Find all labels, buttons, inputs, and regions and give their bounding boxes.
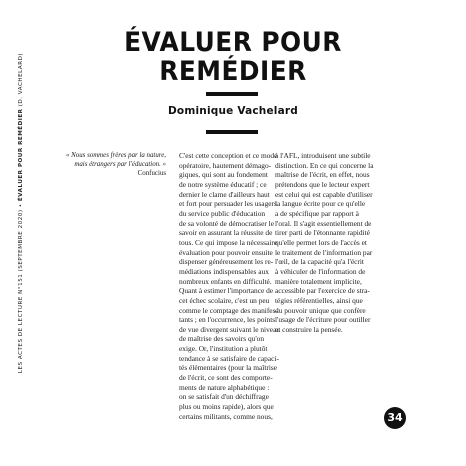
article-title — [118, 28, 348, 86]
body-text-line: tés élémentaires (pour la maîtrise — [179, 363, 278, 373]
body-text-line: et construire la pensée. — [275, 324, 343, 334]
page-number-badge: 34 — [384, 407, 406, 429]
body-text-line: de l'écrit, ce sont des comporte- — [179, 373, 273, 383]
epigraph-source: Confucius — [137, 170, 166, 178]
body-text-line: certains militants, comme nous, — [179, 411, 273, 421]
body-text-line: dispenser généreusement les re- — [179, 257, 274, 267]
body-text-line: comme le comptage des manifes- — [179, 305, 278, 315]
epigraph-quote-line-1: « Nous sommes frères par la nature, — [66, 152, 166, 159]
body-text-line: cet échec scolaire, c'est un peu — [179, 295, 270, 305]
body-text-line: à l'AFL, introduisent une subtile — [275, 151, 371, 160]
body-text-line: le traitement de l'information par — [275, 247, 373, 257]
body-text-line: du pouvoir unique que confère — [275, 305, 366, 315]
body-text-line: évaluation pour pouvoir ensuite — [179, 247, 273, 257]
body-text-line: la langue écrite pour ce qu'elle — [275, 199, 366, 209]
running-header-journal: LES ACTES DE LECTURE N°151 (SEPTEMBRE 2020) • — [18, 201, 24, 374]
body-text-line: nombreux enfants en difficulté. — [179, 276, 272, 286]
epigraph-quote-line-2: mais étrangers par l'éducation. » — [74, 161, 166, 169]
body-text-line: tégies référentielles, ainsi que — [275, 295, 363, 305]
running-header — [14, 0, 28, 428]
body-text-line: du service public d'éducation — [179, 208, 266, 218]
body-text-line: ments de nature alphabétique : — [179, 382, 270, 392]
body-text-line: Quant à estimer l'importance de — [179, 286, 274, 296]
body-text-line: exige. Or, l'institution a plutôt — [179, 344, 268, 354]
body-text-line: de maîtrise des savoirs qu'on — [179, 334, 265, 344]
body-text-line: a de spécifique par rapport à — [275, 208, 359, 218]
body-text-line: savoir en assurant la réussite de — [179, 228, 273, 238]
body-text-line: de vue divergent suivant le niveau — [179, 324, 281, 334]
body-text-line: qu'elle permet lors de l'accès et — [275, 237, 367, 247]
body-text-line: on se satisfait d'un déchiffrage — [179, 392, 269, 402]
body-column-1 — [179, 151, 280, 421]
body-column-2 — [275, 151, 374, 334]
body-text-line: de sa volonté de démocratiser le — [179, 218, 275, 228]
body-text-line: prétendons que le lecteur expert — [275, 179, 370, 189]
body-text-line: à véhiculer de l'information de — [275, 266, 366, 276]
body-text-line: maîtrise de l'écrit, en effet, nous — [275, 170, 370, 180]
body-text-line: l'usage de l'écriture pour outiller — [275, 315, 371, 325]
body-text-line: giques, qui sont au fondement — [179, 170, 268, 180]
article-author: Dominique Vachelard — [168, 105, 298, 117]
body-text-line: opératoire, hautement démago- — [179, 160, 272, 170]
body-text-line: manière totalement implicite, — [275, 276, 362, 286]
body-text-line: de notre système éducatif ; ce — [179, 179, 267, 189]
title-divider-top — [206, 92, 258, 96]
body-text-line: distinction. En ce qui concerne la — [275, 160, 374, 170]
body-text-line: l'oral. Il s'agit essentiellement de — [275, 218, 372, 228]
body-text-line: C'est cette conception et ce mode — [179, 151, 278, 160]
epigraph — [62, 151, 166, 179]
body-text-line: tirer parti de l'étonnante rapidité — [275, 228, 370, 238]
body-text-line: tendance à se satisfaire de capaci- — [179, 353, 279, 363]
running-header-title: ÉVALUER POUR REMÉDIER — [18, 108, 24, 202]
body-text-line: est celui qui est capable d'utiliser — [275, 189, 373, 199]
body-text-line: l'œil, de la capacité qu'a l'écrit — [275, 257, 364, 267]
body-text-line: médiations indispensables aux — [179, 266, 269, 276]
running-header-author: (D. VACHELARD) — [18, 52, 24, 109]
body-text-line: plus ou moins rapide), alors que — [179, 402, 274, 412]
title-divider-bottom — [206, 130, 258, 134]
article-title-line-1: ÉVALUER POUR — [124, 27, 342, 58]
body-text-line: dernier le clame d'ailleurs haut — [179, 189, 270, 199]
body-text-line: accessible par l'exercice de stra- — [275, 286, 370, 296]
body-text-line: tants ; en l'occurrence, les points — [179, 315, 276, 325]
article-title-line-2: REMÉDIER — [159, 56, 307, 87]
body-text-line: tous. Ce qui impose la nécessaire — [179, 237, 278, 247]
body-text-line: et fort pour persuader les usagers — [179, 199, 277, 209]
